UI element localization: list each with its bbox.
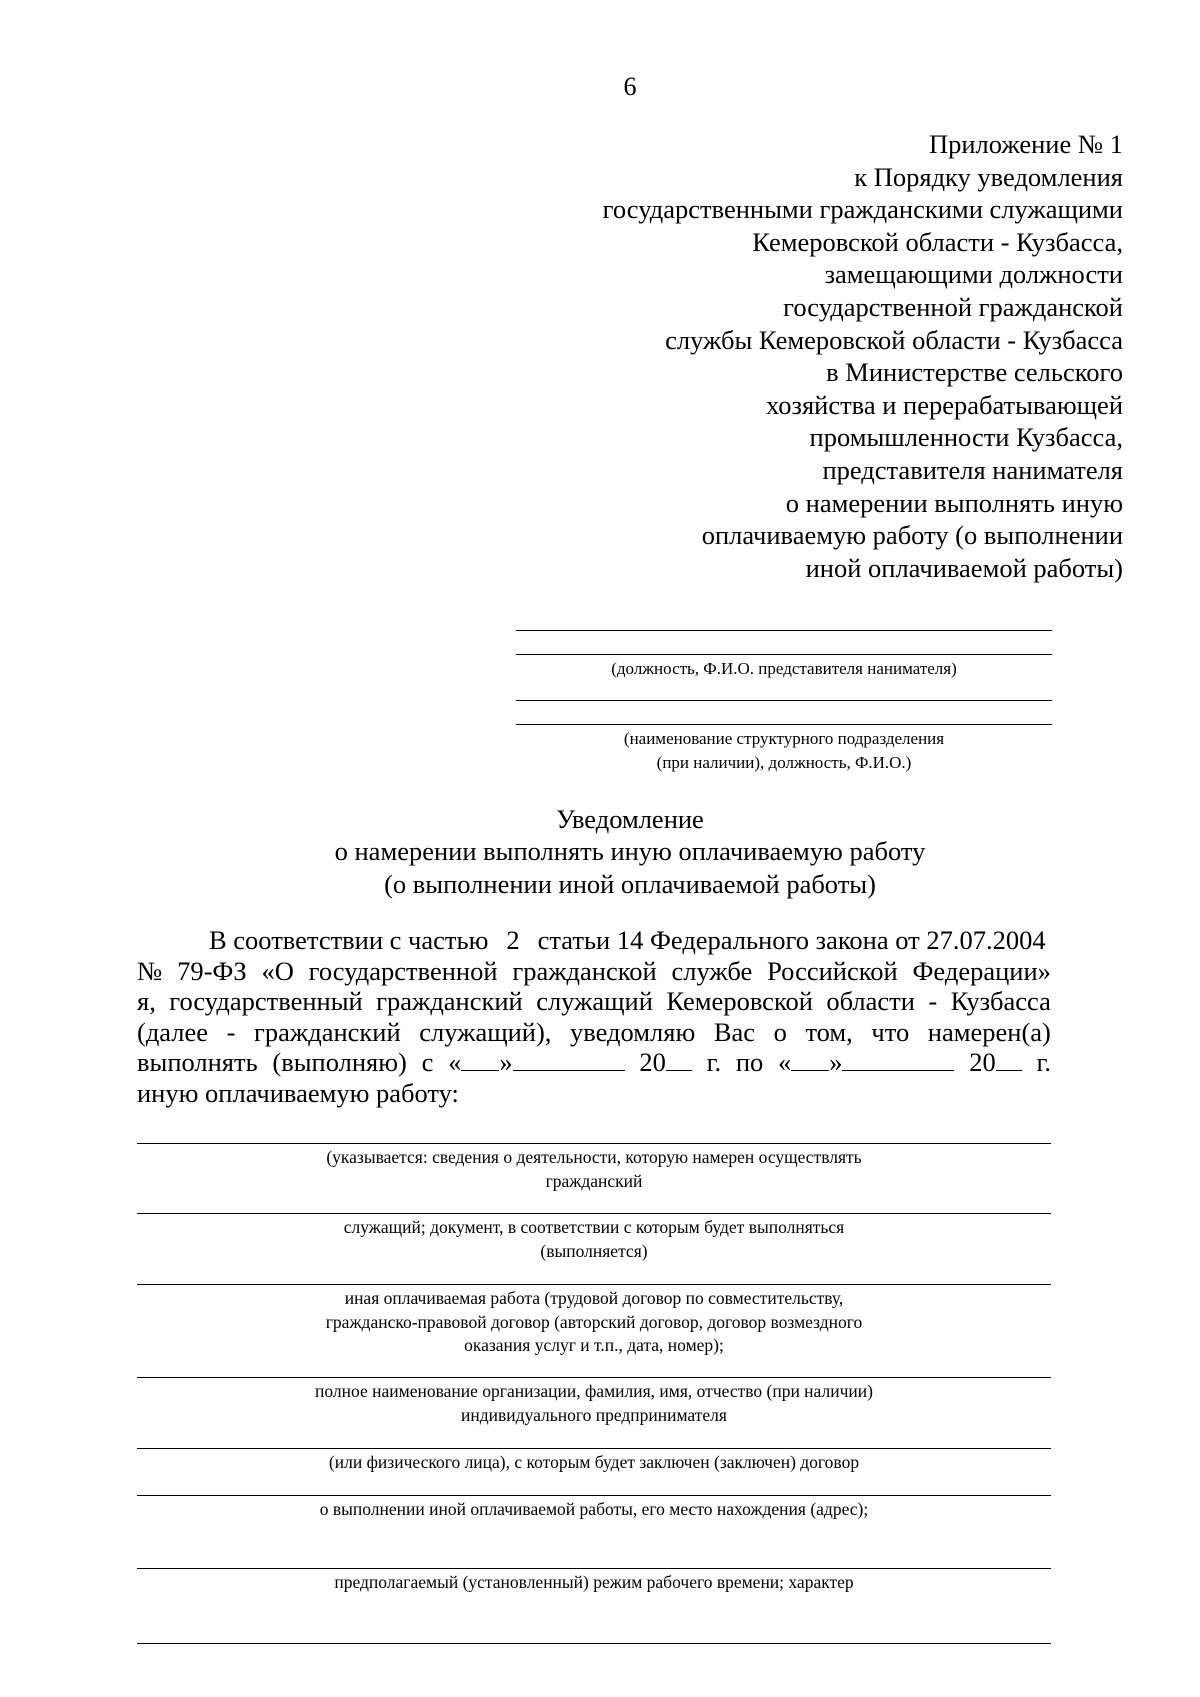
form-line-7[interactable]: [137, 1568, 1051, 1569]
employer-line-1[interactable]: [516, 630, 1052, 631]
body-word: гражданской: [512, 955, 657, 986]
appendix-line: о намерении выполнять иную: [785, 487, 1123, 518]
body-word: Вас: [713, 1016, 756, 1047]
end-month-blank[interactable]: [842, 1048, 954, 1071]
body-word: государственный: [169, 986, 363, 1016]
form-caption-6: [137, 1498, 1051, 1522]
body-word: служащий: [536, 986, 653, 1016]
body-word: уведомляю: [570, 1016, 696, 1047]
form-caption-line: (или физического лица), с которым будет заключен (заключен) договор: [328, 1452, 860, 1472]
page-number: 6: [623, 72, 637, 101]
quote-close: »: [499, 1047, 513, 1077]
appendix-line: государственными гражданскими служащими: [602, 194, 1123, 225]
body-word: том,: [805, 1016, 853, 1047]
end-day-blank[interactable]: [791, 1048, 829, 1071]
body-word: по: [735, 1047, 764, 1077]
employee-line-1[interactable]: [516, 700, 1052, 701]
quote-close: »: [829, 1047, 843, 1077]
form-line-3[interactable]: [137, 1284, 1051, 1285]
form-caption-1: [137, 1146, 1051, 1193]
body-word: служащий),: [419, 1016, 552, 1047]
notice-subtitle: (о выполнении иной оплачиваемой работы): [384, 868, 876, 899]
form-caption-line: (выполняется): [540, 1240, 648, 1261]
body-word: иную оплачиваемую работу:: [137, 1077, 459, 1108]
year-prefix: 20: [639, 1047, 666, 1077]
form-caption-7: [137, 1571, 1051, 1595]
appendix-line: Приложение № 1: [928, 129, 1123, 159]
form-line-6[interactable]: [137, 1495, 1051, 1496]
quote-open: «: [448, 1047, 462, 1077]
start-month-blank[interactable]: [513, 1048, 625, 1071]
quote-open: «: [777, 1047, 792, 1077]
form-line-4[interactable]: [137, 1377, 1051, 1378]
form-caption-line: гражданский: [545, 1170, 643, 1191]
employer-caption: (должность, Ф.И.О. представителя нанимателя): [611, 659, 957, 678]
employee-caption: [516, 727, 1052, 774]
form-caption-line: полное наименование организации, фамилия, имя, отчество (при наличии): [315, 1381, 873, 1401]
form-caption-3: [137, 1287, 1051, 1358]
form-line-5[interactable]: [137, 1448, 1051, 1449]
body-word: 79-ФЗ: [177, 955, 247, 986]
appendix-line: хозяйства и перерабатывающей: [765, 389, 1123, 420]
body-word: что: [871, 1016, 910, 1047]
appendix-line: иной оплачиваемой работы): [805, 552, 1123, 583]
body-line-dates: [137, 1047, 1051, 1078]
body-word: статьи 14 Федерального закона от 27.07.2004: [537, 925, 1046, 955]
notice-body: [137, 925, 1051, 1108]
body-word: №: [137, 955, 163, 986]
form-line-8[interactable]: [137, 1643, 1051, 1644]
start-date-group: [448, 1047, 625, 1078]
appendix-line: в Министерстве сельского: [826, 357, 1123, 388]
body-word: области: [826, 986, 915, 1016]
notice-title: Уведомление: [556, 804, 704, 834]
appendix-line: службы Кемеровской области - Кузбасса: [665, 324, 1123, 355]
notice-subtitle: о намерении выполнять иную оплачиваемую работу: [334, 836, 926, 867]
form-caption-line: (указывается: сведения о деятельности, которую намерен осуществлять: [326, 1147, 862, 1167]
form-caption-line: оказания услуг и т.п., дата, номер);: [464, 1335, 724, 1355]
body-line: [137, 986, 1051, 1017]
start-year-blank[interactable]: [666, 1048, 692, 1071]
form-line-2[interactable]: [137, 1213, 1051, 1214]
appendix-line: промышленности Кузбасса,: [809, 422, 1123, 453]
form-caption-line: предполагаемый (установленный) режим рабочего времени; характер: [334, 1572, 854, 1592]
body-word: гражданский: [376, 986, 523, 1016]
body-word: Кемеровской: [666, 986, 813, 1016]
body-word: (далее: [137, 1016, 209, 1047]
appendix-line: замещающими должности: [824, 259, 1123, 290]
body-word: я,: [137, 986, 156, 1016]
employee-line-2[interactable]: [516, 724, 1052, 725]
body-word: 2: [506, 925, 520, 955]
appendix-line: представителя нанимателя: [822, 454, 1123, 485]
body-line: [137, 1078, 1051, 1109]
employer-line-2[interactable]: [516, 654, 1052, 655]
form-line-1[interactable]: [137, 1143, 1051, 1144]
end-year-blank[interactable]: [996, 1048, 1022, 1071]
body-word: выполнять: [137, 1047, 258, 1077]
notice-title-block: [0, 803, 1200, 900]
year-prefix: 20: [969, 1047, 996, 1077]
body-word: гражданский: [254, 1016, 401, 1047]
form-caption-5: [137, 1451, 1051, 1475]
body-word: службе: [671, 955, 753, 986]
body-word: Российской: [767, 955, 898, 986]
end-year-group: [969, 1047, 1022, 1078]
form-caption-line: гражданско-правовой договор (авторский договор, договор возмездного: [325, 1311, 863, 1332]
body-word: о: [773, 1016, 787, 1047]
appendix-line: Кемеровской области - Кузбасса,: [752, 226, 1123, 257]
employee-caption-line: (наименование структурного подразделения: [623, 729, 945, 748]
form-caption-line: о выполнении иной оплачиваемой работы, его место нахождения (адрес);: [319, 1499, 869, 1519]
body-word: (выполняю): [272, 1047, 407, 1077]
employee-caption-line: (при наличии), должность, Ф.И.О.): [656, 752, 912, 772]
body-word: В соответствии с частью: [209, 925, 489, 955]
body-word: государственной: [308, 955, 498, 986]
body-line: [137, 925, 1051, 956]
appendix-line: оплачиваемую работу (о выполнении: [701, 520, 1123, 551]
appendix-block: [423, 128, 1123, 584]
body-word: г.: [706, 1047, 722, 1077]
form-caption-2: [137, 1216, 1051, 1263]
start-day-blank[interactable]: [461, 1048, 499, 1071]
body-word: «О: [261, 955, 294, 986]
appendix-line: к Порядку уведомления: [854, 161, 1123, 192]
body-word: -: [226, 1016, 236, 1047]
form-caption-4: [137, 1380, 1051, 1427]
body-word: -: [928, 986, 938, 1016]
form-caption-line: индивидуального предпринимателя: [461, 1404, 727, 1425]
body-word: Кузбасса: [950, 986, 1051, 1016]
body-word: Федерации»: [912, 955, 1051, 986]
form-caption-line: иная оплачиваемая работа (трудовой договор по совместительству,: [344, 1288, 844, 1308]
body-word: г.: [1036, 1047, 1051, 1077]
form-caption-line: служащий; документ, в соответствии с которым будет выполняться: [343, 1217, 845, 1237]
appendix-line: государственной гражданской: [783, 291, 1123, 322]
body-line: [137, 1017, 1051, 1048]
start-year-group: [639, 1047, 692, 1078]
body-line: [137, 956, 1051, 987]
end-date-group: [778, 1047, 955, 1078]
body-word: с: [421, 1047, 434, 1077]
body-word: намерен(а): [927, 1016, 1051, 1047]
